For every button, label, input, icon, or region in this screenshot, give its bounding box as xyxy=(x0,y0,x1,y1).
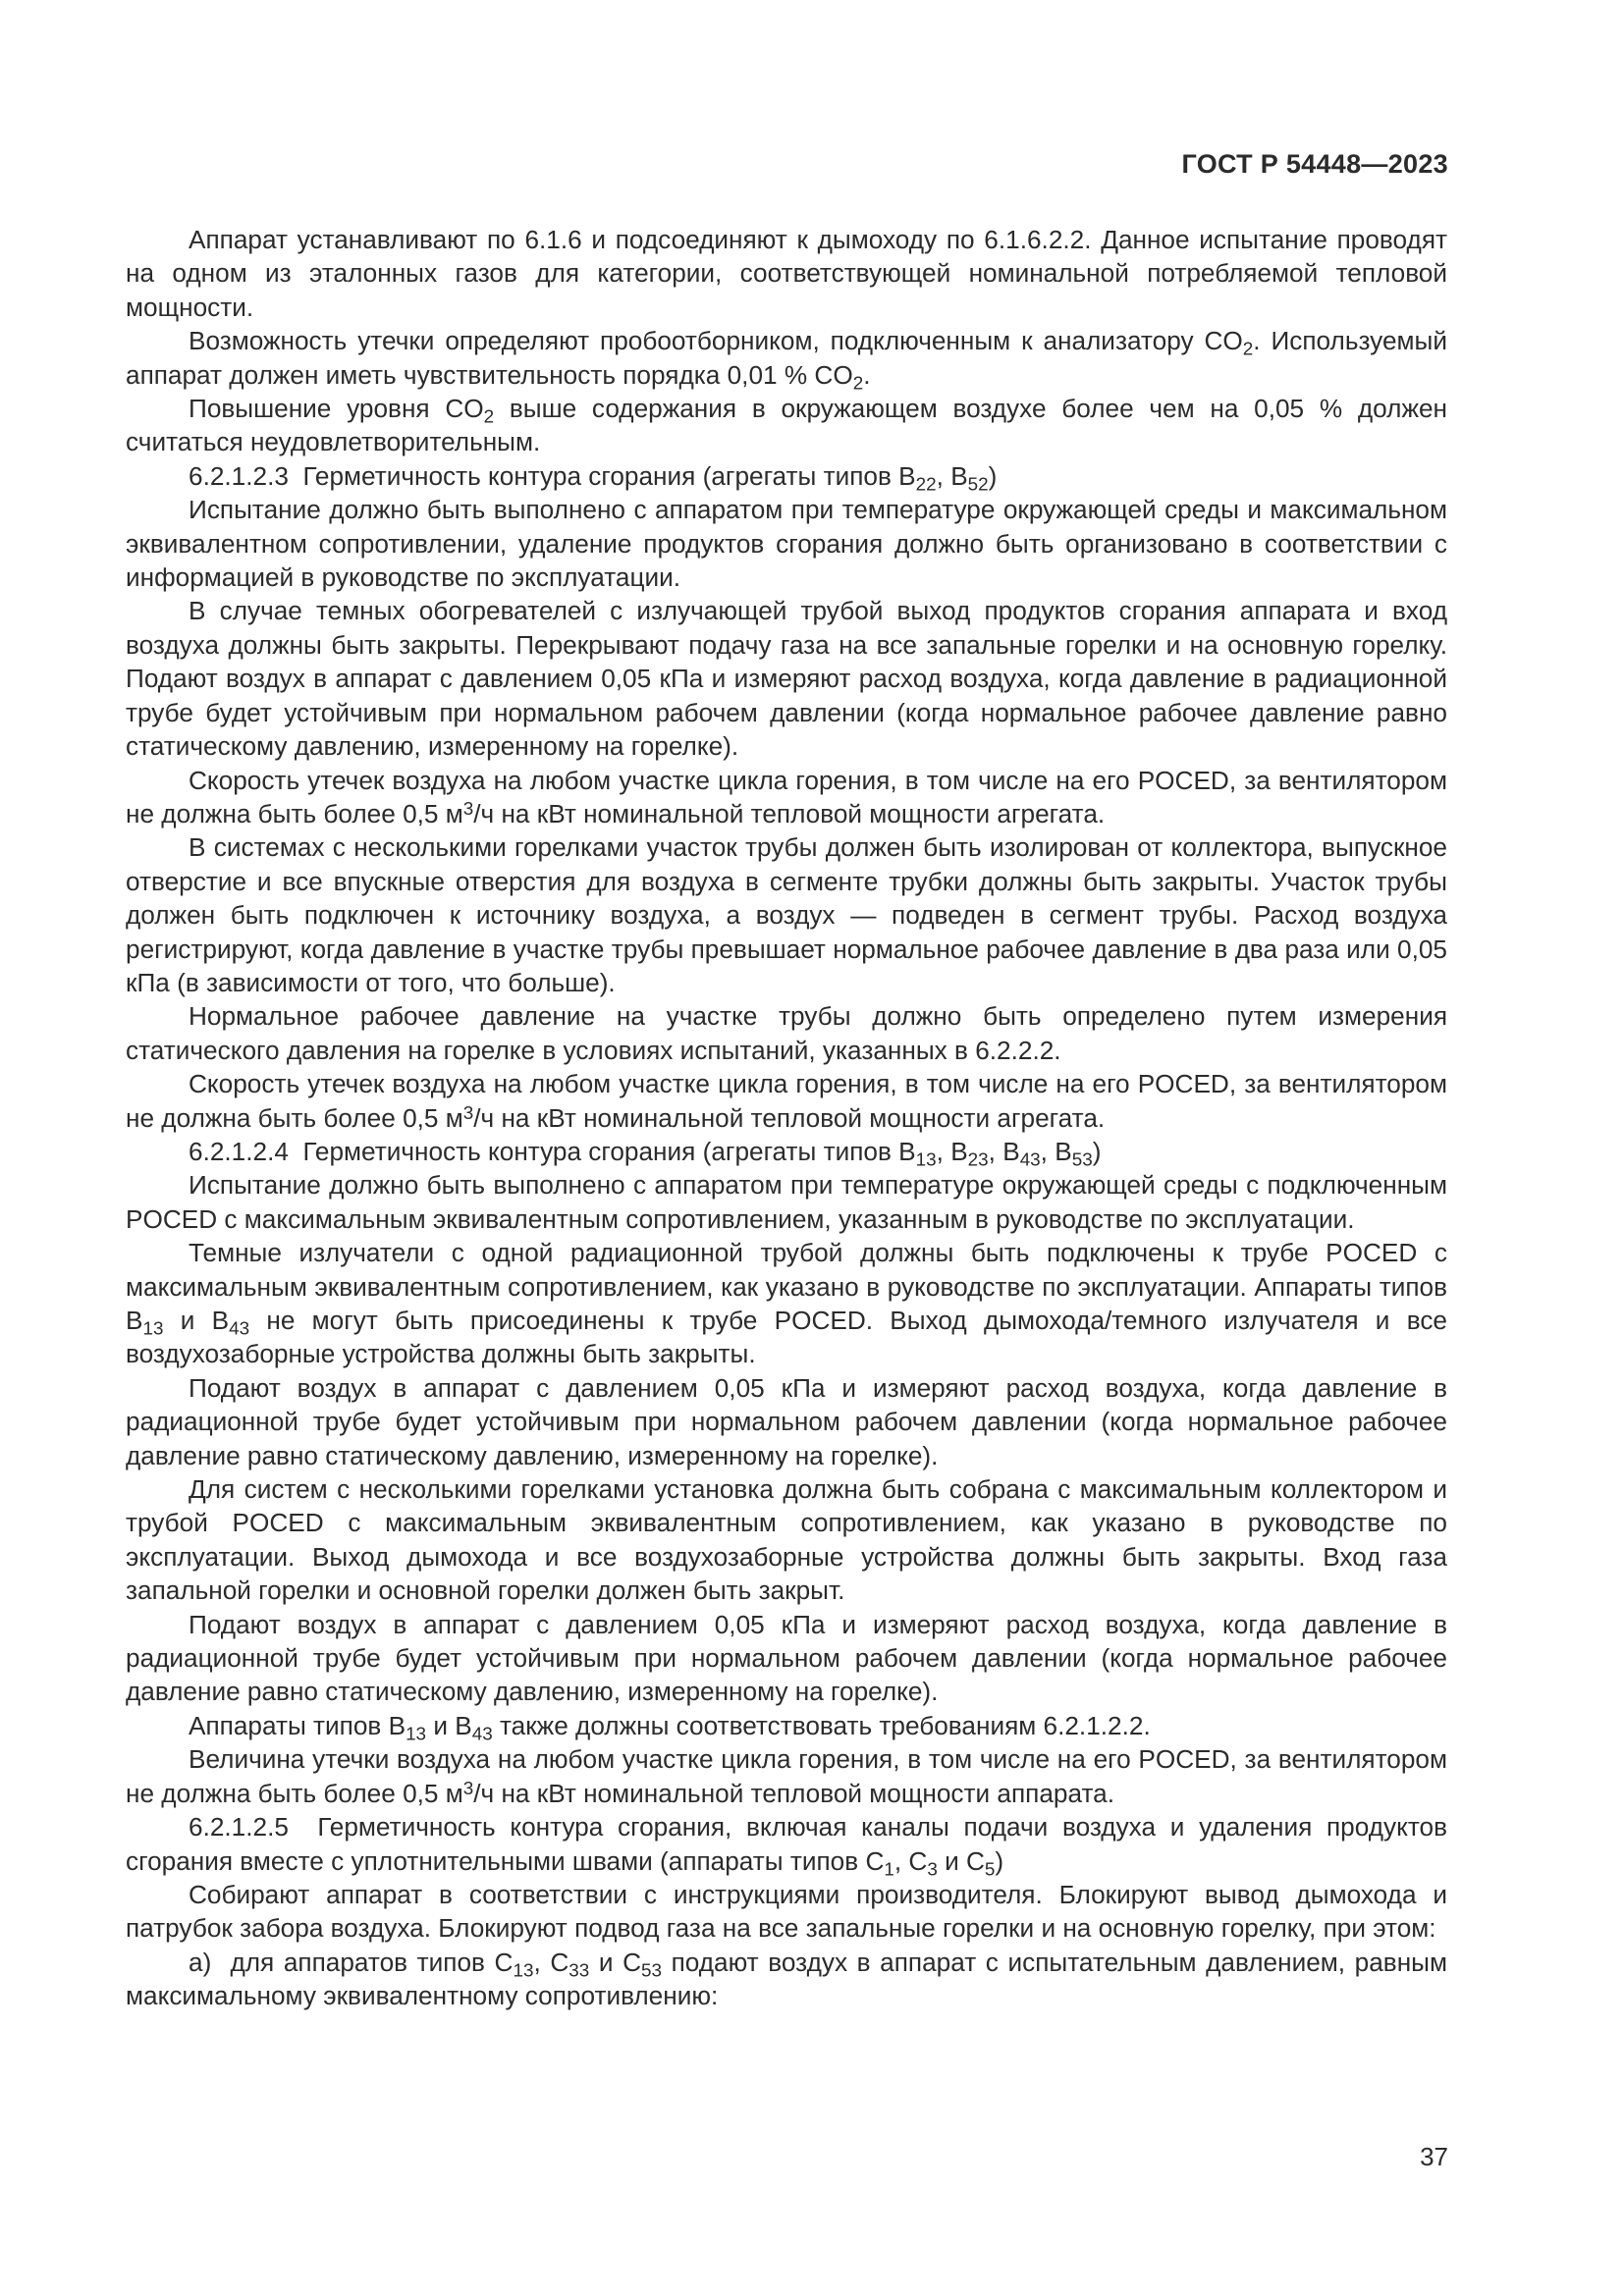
text-run: . xyxy=(863,359,871,390)
paragraph xyxy=(126,493,1455,594)
text-run: , В xyxy=(936,460,968,491)
text-run: Темные излучатели с одной радиационной трубой должны быть подключены к трубе POCED с максимальным эквивалентным сопротивлением, как указано в руководстве по эксплуатации. Аппараты типов В xyxy=(126,1238,1455,1335)
subscript: 53 xyxy=(640,1959,662,1980)
paragraph xyxy=(126,1168,1455,1236)
text-run: подают воздух в аппарат с испытательным давлением, равным максимальному эквивалентному сопротивлению: xyxy=(126,1947,1455,2011)
subscript: 43 xyxy=(1019,1148,1041,1170)
text-run: , С xyxy=(533,1947,569,1977)
paragraph xyxy=(126,1135,1447,1168)
paragraph xyxy=(126,594,1455,763)
text-run: также должны соответствовать требованиям 6.2.1.2.2. xyxy=(492,1710,1151,1740)
text-run: 6.2.1.2.4 Герметичность контура сгорания (агрегаты типов В xyxy=(189,1136,916,1166)
text-run: Повышение уровня CO xyxy=(189,394,484,424)
subscript: 2 xyxy=(483,405,495,427)
text-run: выше содержания в окружающем воздухе более чем на 0,05 % должен считаться неудовлетворительным. xyxy=(126,394,1455,457)
subscript: 13 xyxy=(406,1723,427,1744)
paragraph xyxy=(126,1742,1455,1810)
subscript: 1 xyxy=(884,1857,894,1879)
text-run: а) для аппаратов типов С xyxy=(189,1947,514,1977)
subscript: 3 xyxy=(927,1857,938,1879)
subscript: 5 xyxy=(984,1857,996,1879)
text-run: Для систем с несколькими горелками установка должна быть собрана с максимальным коллектором и трубой POCED с максимальным эквивалентным сопротивлением, как указано в руководстве по эксплуатации. Выход дымохода и все воздухозаборные устройства должны быть закрыты. Вход газа запальной горелки и основной горелки должен быть закрыт. xyxy=(126,1474,1455,1606)
text-run: Собирают аппарат в соответствии с инструкциями производителя. Блокируют вывод дымохода и патрубок забора воздуха. Блокируют подвод газа на все запальные горелки и на основную горелку, при этом: xyxy=(126,1879,1455,1944)
text-run: ) xyxy=(1092,1136,1102,1166)
text-run: Подают воздух в аппарат с давлением 0,05 кПа и измеряют расход воздуха, когда давление в радиационной трубе будет устойчивым при нормальном рабочем давлении (когда нормальное рабочее давление равно статическому давлению, измеренному на горелке). xyxy=(126,1609,1455,1707)
text-run: /ч на кВт номинальной тепловой мощности агрегата. xyxy=(473,1102,1106,1133)
subscript: 2 xyxy=(1242,338,1254,359)
subscript: 53 xyxy=(1071,1148,1093,1170)
paragraph xyxy=(126,1371,1455,1472)
text-run: и С xyxy=(937,1845,985,1876)
text-run: , С xyxy=(893,1845,928,1876)
text-run: и В xyxy=(163,1306,230,1335)
text-run: Подают воздух в аппарат с давлением 0,05 кПа и измеряют расход воздуха, когда давление в радиационной трубе будет устойчивым при нормальном рабочем давлении (когда нормальное рабочее давление равно статическому давлению, измеренному на горелке). xyxy=(126,1372,1455,1470)
subscript: 43 xyxy=(229,1317,250,1339)
text-run: Величина утечки воздуха на любом участке цикла горения, в том числе на его POCED, за вентилятором не должна быть более 0,5 м xyxy=(126,1744,1455,1808)
text-run: /ч на кВт номинальной тепловой мощности агрегата. xyxy=(473,798,1106,828)
page-number: 37 xyxy=(1420,2142,1448,2171)
text-run: Нормальное рабочее давление на участке трубы должно быть определено путем измерения статического давления на горелке в условиях испытаний, указанных в 6.2.2.2. xyxy=(126,1001,1455,1065)
paragraph xyxy=(126,392,1455,459)
paragraph xyxy=(126,830,1455,999)
text-run: Испытание должно быть выполнено с аппаратом при температуре окружающей среды с подключенным POCED с максимальным эквивалентным сопротивлением, указанным в руководстве по эксплуатации. xyxy=(126,1170,1455,1234)
paragraph xyxy=(126,764,1455,831)
text-run: /ч на кВт номинальной тепловой мощности аппарата. xyxy=(473,1778,1115,1808)
paragraph xyxy=(126,1878,1455,1946)
paragraph xyxy=(126,1709,1447,1742)
text-run: ) xyxy=(995,1845,1004,1876)
text-run: Испытание должно быть выполнено с аппаратом при температуре окружающей среды и максимальном эквивалентном сопротивлении, удаление продуктов сгорания должно быть организовано в соответствии с информацией в руководстве по эксплуатации. xyxy=(126,495,1455,593)
subscript: 13 xyxy=(513,1959,534,1980)
paragraph xyxy=(126,999,1455,1067)
subscript: 2 xyxy=(852,371,864,393)
text-run: Скорость утечек воздуха на любом участке цикла горения, в том числе на его POCED, за вентилятором не должна быть более 0,5 м xyxy=(126,765,1455,828)
text-run: , В xyxy=(936,1136,968,1166)
subscript: 52 xyxy=(967,473,989,495)
paragraph xyxy=(126,1608,1455,1709)
text-run: 6.2.1.2.5 Герметичность контура сгорания, включая каналы подачи воздуха и удаления продуктов сгорания вместе с уплотнительными швами (аппараты типов С xyxy=(126,1812,1455,1876)
text-run: 6.2.1.2.3 Герметичность контура сгорания (агрегаты типов В xyxy=(189,460,916,491)
paragraph xyxy=(126,459,1447,493)
text-run: В системах с несколькими горелками участок трубы должен быть изолирован от коллектора, выпускное отверстие и все впускные отверстия для воздуха в сегменте трубки должны быть закрыты. Участок трубы должен быть подключен к источнику воздуха, а воздух — подведен в сегмент трубы. Расход воздуха регистрируют, когда давление в участке трубы превышает нормальное рабочее давление в два раза или 0,05 кПа (в зависимости от того, что больше). xyxy=(126,832,1455,997)
paragraph xyxy=(126,324,1455,393)
text-run: В случае темных обогревателей с излучающей трубой выход продуктов сгорания аппарата и вход воздуха должны быть закрыты. Перекрывают подачу газа на все запальные горелки и на основную горелку. Подают воздух в аппарат с давлением 0,05 кПа и измеряют расход воздуха, когда давление в радиационной трубе будет устойчивым при нормальном рабочем давлении (когда нормальное рабочее давление равно статическому давлению, измеренному на горелке). xyxy=(126,596,1455,762)
paragraph xyxy=(126,1810,1455,1879)
subscript: 23 xyxy=(967,1148,989,1170)
text-run: и С xyxy=(589,1947,641,1977)
text-run: не могут быть присоединены к трубе POCED. Выход дымохода/темного излучателя и все воздухозаборные устройства должны быть закрыты. xyxy=(126,1306,1455,1369)
paragraph xyxy=(126,1946,1455,2013)
subscript: 13 xyxy=(142,1317,164,1339)
subscript: 22 xyxy=(915,473,937,495)
text-run: , В xyxy=(988,1136,1020,1166)
superscript: 3 xyxy=(462,1101,474,1123)
paragraph xyxy=(126,1472,1455,1608)
text-run: ) xyxy=(988,460,998,491)
text-run: и В xyxy=(426,1710,472,1740)
text-run: Аппарат устанавливают по 6.1.6 и подсоединяют к дымоходу по 6.1.6.2.2. Данное испытание проводят на одном из эталонных газов для категории, соответствующей номинальной потребляемой тепловой мощности. xyxy=(126,225,1455,322)
text-run: Скорость утечек воздуха на любом участке цикла горения, в том числе на его POCED, за вентилятором не должна быть более 0,5 м xyxy=(126,1069,1455,1133)
subscript: 13 xyxy=(915,1148,937,1170)
text-run: . Используемый аппарат должен иметь чувствительность порядка 0,01 % CO xyxy=(126,326,1455,390)
paragraph xyxy=(126,1236,1455,1371)
text-run: Аппараты типов В xyxy=(189,1710,406,1740)
subscript: 33 xyxy=(568,1959,590,1980)
document-header: ГОСТ Р 54448—2023 xyxy=(1181,149,1448,179)
superscript: 3 xyxy=(462,797,474,819)
text-run: , В xyxy=(1040,1136,1072,1166)
paragraph xyxy=(126,1067,1455,1135)
paragraph xyxy=(126,223,1455,324)
subscript: 43 xyxy=(471,1723,493,1744)
document-body xyxy=(126,223,1455,2013)
text-run: Возможность утечки определяют пробоотборником, подключенным к анализатору CO xyxy=(189,326,1243,356)
superscript: 3 xyxy=(462,1777,474,1798)
